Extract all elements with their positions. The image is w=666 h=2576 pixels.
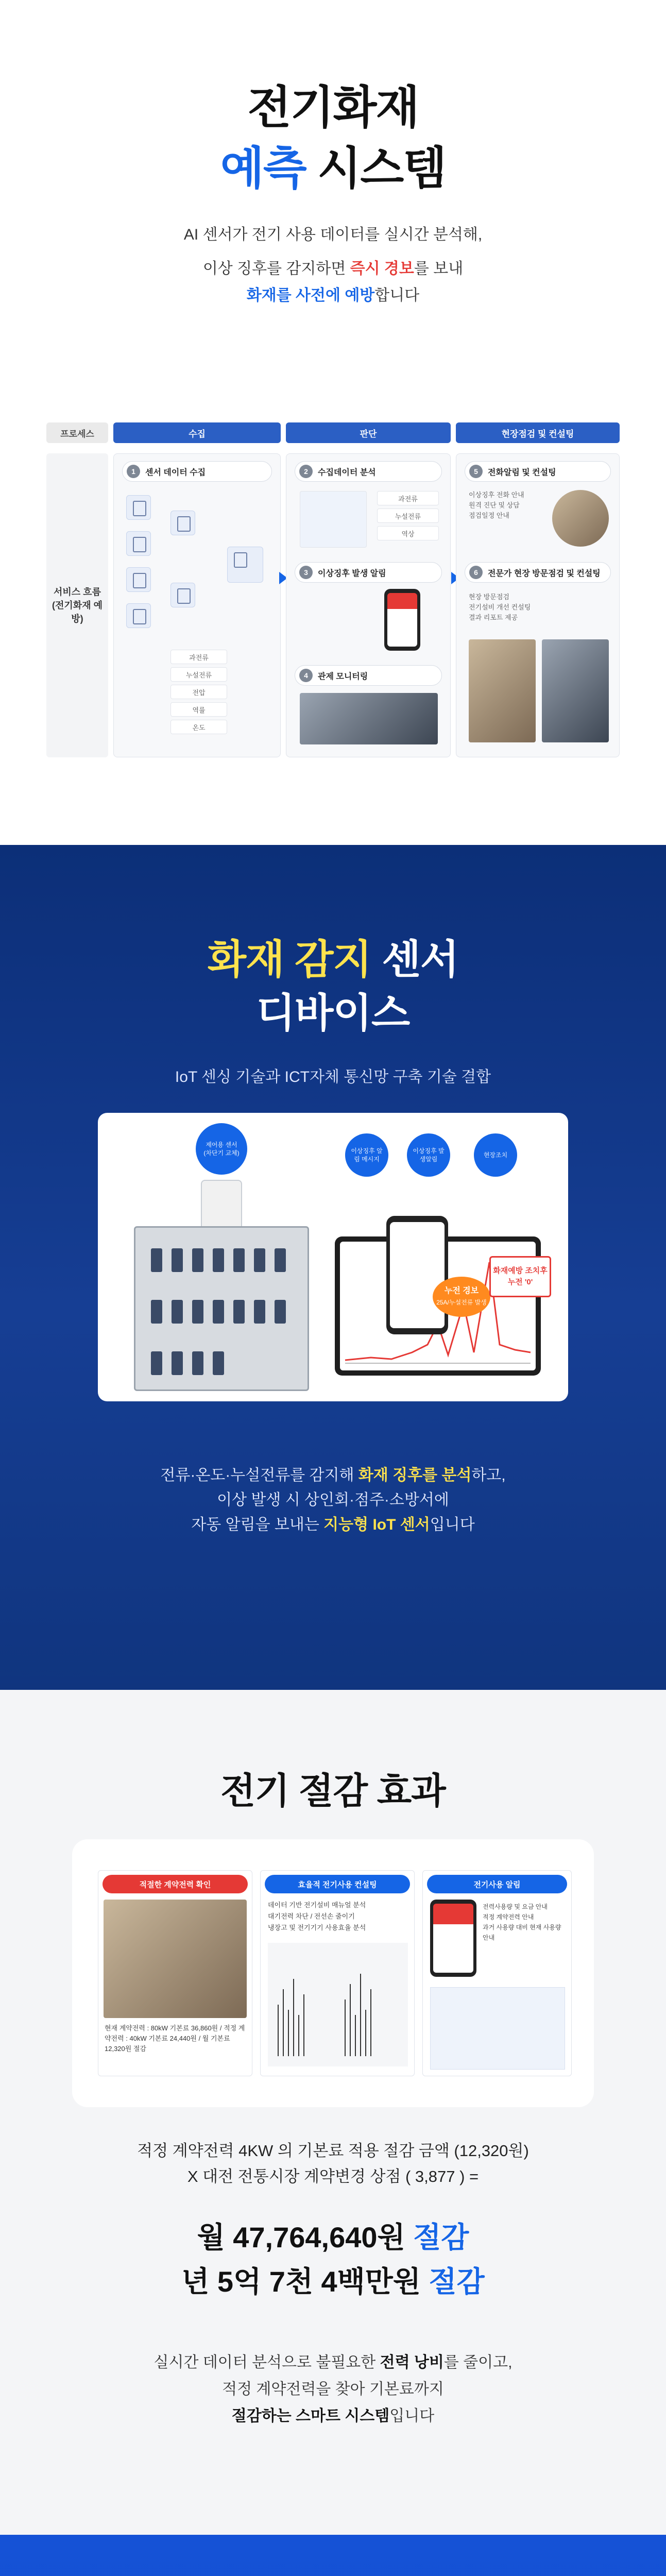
device-desc-line1-pre: 전류·온도·누설전류를 감지해	[160, 1467, 358, 1484]
sensor-device-icon	[126, 567, 151, 592]
sensor-device-icon	[126, 495, 151, 520]
collect-item: 전압	[170, 685, 227, 699]
service-flow-diagram	[46, 422, 620, 773]
hero-title	[0, 77, 666, 199]
site-bullet: 점검일정 안내	[469, 512, 509, 519]
savings-desc-line1-post: 를 줄이고,	[443, 2354, 513, 2371]
site-bullet: 결과 리포트 제공	[469, 614, 518, 621]
judge-step-1	[295, 461, 442, 482]
breaker-icon	[172, 1248, 183, 1272]
analysis-screen	[300, 491, 367, 548]
alert-phone-icon	[384, 589, 420, 651]
breaker-icon	[151, 1300, 162, 1324]
judge-step-3-label: 관제 모니터링	[318, 672, 368, 681]
leak-alarm-badge	[433, 1277, 490, 1317]
hero-desc-line2	[0, 256, 666, 282]
inspection-photo	[469, 639, 536, 742]
sensor-device-icon	[126, 531, 151, 556]
savings-card	[72, 1839, 594, 2107]
consultation-photo	[104, 1900, 247, 2018]
monitoring-photo	[300, 693, 438, 744]
judge-step-2-label: 이상징후 발생 알림	[318, 569, 386, 578]
device-desc-line3-pre: 자동 알림을 보내는	[191, 1516, 324, 1533]
usage-report-screen	[430, 1987, 565, 2070]
usage-chart-icon	[268, 1943, 408, 2066]
savings-title: 전기 절감 효과	[220, 1771, 446, 1811]
flow-header-process: 프로세스	[46, 422, 108, 443]
savings-calculation	[0, 2138, 666, 2190]
savings-total	[0, 2215, 666, 2304]
savings-description	[0, 2349, 666, 2430]
alert-phone	[386, 1216, 448, 1334]
site-bullet: 전기설비 개선 컨설팅	[469, 603, 531, 611]
device-desc-yellow-2: 지능형 IoT 센서	[323, 1516, 430, 1533]
hero-title-rest: 시스템	[305, 143, 446, 194]
breaker-icon	[233, 1300, 245, 1324]
usage-alert-head: 전기사용 알림	[427, 1875, 567, 1893]
device-desc-line3-post: 입니다	[430, 1516, 475, 1533]
site-step-2-label: 전문가 현장 방문점검 및 컨설팅	[488, 569, 601, 578]
sensor-device-icon	[201, 1180, 242, 1231]
hero-section	[0, 0, 666, 845]
step-number-icon: 2	[299, 465, 313, 478]
site-step-1-label: 전화알림 및 컨설팅	[488, 468, 556, 477]
device-desc-yellow-1: 화재 징후를 분석	[358, 1467, 472, 1484]
breaker-icon	[151, 1248, 162, 1272]
savings-desc-line3-post: 입니다	[389, 2408, 435, 2425]
sensor-device-icon	[126, 603, 151, 628]
breaker-icon	[233, 1248, 245, 1272]
site-bullet: 원격 진단 및 상담	[469, 501, 520, 509]
breaker-icon	[213, 1248, 224, 1272]
savings-desc-line1-pre: 실시간 데이터 분석으로 불필요한	[153, 2354, 380, 2371]
site-bullets-1	[469, 490, 524, 521]
hero-desc-line2-post: 를 보내	[414, 260, 464, 277]
contract-power-pane	[98, 1870, 252, 2076]
breaker-icon	[275, 1248, 286, 1272]
breaker-icon	[254, 1248, 265, 1272]
usage-alert-bullet: 과거 사용량 대비 현재 사용량 안내	[483, 1924, 561, 1941]
step-number-icon: 5	[469, 465, 483, 478]
server-icon	[227, 547, 263, 583]
contract-power-text: 현재 계약전력 : 80kW 기본료 36,860원 / 적정 계약전력 : 40kW 기본료 24,440원 / 월 기본료 12,320원 절감	[105, 2024, 245, 2053]
bubble-action: 현장조치	[474, 1133, 517, 1177]
calc-line1: 적정 계약전력 4KW 의 기본료 적용 절감 금액 (12,320원)	[137, 2142, 529, 2160]
site-bullets-2	[469, 592, 531, 623]
phone-screen	[390, 1222, 445, 1328]
step-number-icon: 3	[299, 566, 313, 579]
flow-header-judge: 판단	[286, 422, 451, 443]
device-title	[0, 933, 666, 1040]
consulting-bullet: 대기전력 차단 / 전선손 줄이기	[268, 1912, 355, 1920]
hero-desc-line1: AI 센서가 전기 사용 데이터를 실시간 분석해,	[183, 226, 483, 243]
fire-prevention-alert: 화재예방 조치후 누전 '0'	[489, 1256, 551, 1297]
savings-desc-bold-1: 전력 낭비	[380, 2354, 444, 2371]
judge-item: 누설전류	[377, 509, 439, 523]
breaker-icon	[213, 1351, 224, 1375]
inspection-photo	[542, 639, 609, 742]
consulting-bullet: 데이터 기반 전기설비 매뉴얼 분석	[268, 1901, 366, 1909]
site-step-2	[465, 562, 611, 583]
hero-description	[0, 222, 666, 309]
gateway-icon	[170, 583, 195, 607]
breaker-icon	[192, 1300, 203, 1324]
judge-item: 과전류	[377, 491, 439, 505]
usage-alert-bullet: 적정 계약전력 안내	[483, 1913, 534, 1921]
savings-desc-line2: 적정 계약전력을 찾아 기본료까지	[222, 2381, 444, 2398]
device-desc-line2: 이상 발생 시 상인회·점주·소방서에	[217, 1492, 449, 1509]
compare-section	[0, 2535, 666, 2576]
breaker-icon	[213, 1300, 224, 1324]
usage-alert-pane	[422, 1870, 572, 2076]
breaker-icon	[192, 1248, 203, 1272]
flow-header-site: 현장점검 및 컨설팅	[456, 422, 620, 443]
collect-step-label: 센서 데이터 수집	[145, 468, 206, 477]
site-column	[456, 453, 620, 757]
device-section	[0, 845, 666, 1690]
step-number-icon: 1	[127, 465, 140, 478]
consulting-head: 효율적 전기사용 컨설팅	[265, 1875, 410, 1893]
breaker-icon	[254, 1300, 265, 1324]
collect-item: 과전류	[170, 650, 227, 664]
consulting-bullets	[268, 1900, 366, 1934]
breaker-icon	[172, 1300, 183, 1324]
collect-item: 온도	[170, 720, 227, 734]
hero-title-blue: 예측	[220, 143, 306, 194]
hero-desc-red: 즉시 경보	[350, 260, 414, 277]
hero-desc-line3-post: 합니다	[374, 287, 420, 304]
breaker-icon	[192, 1351, 203, 1375]
site-step-1	[465, 461, 611, 482]
judge-column	[286, 453, 451, 757]
breaker-icon	[275, 1300, 286, 1324]
savings-yearly-label: 절감	[429, 2265, 485, 2298]
judge-item: 역상	[377, 526, 439, 540]
savings-yearly: 년 5억 7천 4백만원	[181, 2265, 429, 2298]
flow-side-label: 서비스 흐름 (전기화재 예방)	[46, 453, 108, 757]
site-bullet: 현장 방문점검	[469, 593, 509, 601]
gateway-icon	[170, 511, 195, 535]
collect-item: 누설전류	[170, 667, 227, 682]
site-bullet: 이상징후 전화 안내	[469, 491, 524, 499]
bubble-alert-msg: 이상징후 알림 메시지	[345, 1133, 388, 1177]
savings-section	[0, 1690, 666, 2535]
device-title-rest: 센서	[371, 937, 459, 982]
device-illustration	[98, 1113, 568, 1401]
breaker-icon	[151, 1351, 162, 1375]
usage-alert-bullets	[483, 1902, 568, 1943]
bubble-alert: 이상징후 발생알림	[407, 1133, 450, 1177]
savings-desc-bold-2: 절감하는 스마트 시스템	[231, 2408, 390, 2425]
judge-step-3	[295, 665, 442, 686]
hero-desc-blue: 화재를 사전에 예방	[246, 287, 375, 304]
device-title-yellow: 화재 감지	[207, 937, 371, 982]
leak-alarm-sub: 25A/누설전류 발생	[436, 1299, 487, 1306]
device-title-line2: 디바이스	[256, 990, 410, 1036]
calc-line2: X 대전 전통시장 계약변경 상점 ( 3,877 ) =	[187, 2167, 479, 2185]
bubble-sensor: 제어용 센서 (차단기 교체)	[196, 1123, 247, 1175]
leak-alarm-title: 누전 경보	[444, 1286, 479, 1295]
device-description	[0, 1463, 666, 1537]
savings-monthly-label: 절감	[413, 2221, 469, 2253]
contract-power-head: 적절한 계약전력 확인	[103, 1875, 248, 1893]
consultant-photo	[552, 490, 609, 547]
judge-step-1-label: 수집데이터 분석	[318, 468, 376, 477]
consulting-pane	[260, 1870, 415, 2076]
hero-desc-line3	[247, 287, 419, 304]
flow-header-collect: 수집	[113, 422, 281, 443]
device-desc-line1-post: 하고,	[471, 1467, 506, 1484]
collect-step	[122, 461, 272, 482]
hero-title-line1: 전기화재	[247, 82, 419, 133]
hero-desc-line2-pre: 이상 징후를 감지하면	[202, 260, 350, 277]
step-number-icon: 6	[469, 566, 483, 579]
breaker-icon	[172, 1351, 183, 1375]
consulting-bullet: 냉장고 및 전기기기 사용효율 분석	[268, 1924, 366, 1931]
step-number-icon: 4	[299, 669, 313, 682]
alert-phone-icon	[430, 1900, 476, 1977]
judge-step-2	[295, 562, 442, 583]
collect-column	[113, 453, 281, 757]
device-subtitle: IoT 센싱 기술과 ICT자체 통신망 구축 기술 결합	[175, 1069, 491, 1086]
distribution-panel	[134, 1226, 309, 1391]
savings-monthly: 월 47,764,640원	[197, 2221, 414, 2253]
collect-item: 역률	[170, 702, 227, 717]
usage-alert-bullet: 전력사용량 및 요금 안내	[483, 1903, 548, 1910]
